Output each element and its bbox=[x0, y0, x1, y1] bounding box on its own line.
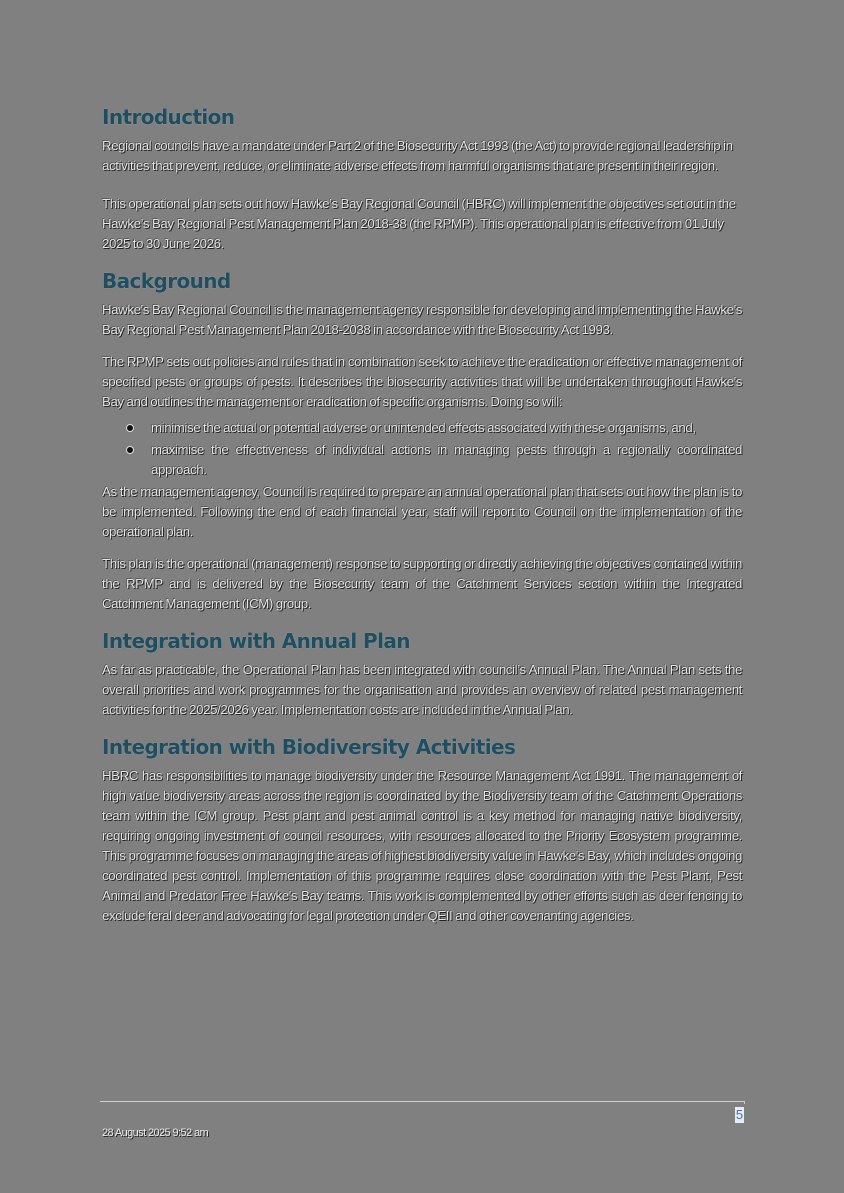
bullet-icon bbox=[127, 447, 133, 453]
paragraph: This operational plan sets out how Hawke’s Bay Regional Council (HBRC) will implement the objectives set out in the Hawke’s Bay Regional Pest Management Plan 2018-38 (the RPMP). This operational plan is effective from 01 July 2025 to 30 June 2026. bbox=[102, 196, 736, 251]
bullet-text: maximise the effectiveness of individual actions in managing pests through a regionally coordinated approach. bbox=[151, 442, 742, 477]
page-number: 5 bbox=[735, 1107, 744, 1122]
list-item bbox=[102, 440, 742, 480]
bullet-icon bbox=[127, 425, 133, 431]
heading-background: Background bbox=[102, 269, 231, 293]
heading-annual-plan: Integration with Annual Plan bbox=[102, 629, 410, 653]
paragraph: As the management agency, Council is required to prepare an annual operational plan that sets out how the plan is to be implemented. Following the end of each financial year, staff will report to Council on the implementation of the operational plan. bbox=[102, 484, 742, 539]
paragraph: As far as practicable, the Operational Plan has been integrated with council’s Annual Plan. The Annual Plan sets the overall priorities and work programmes for the organisation and provides an overview of related pest management activities for the 2025/2026 year. Implementation costs are included in the Annual Plan. bbox=[102, 662, 742, 717]
section-annual-plan bbox=[102, 628, 742, 720]
heading-introduction: Introduction bbox=[102, 105, 235, 129]
footer-divider bbox=[100, 1101, 745, 1102]
section-background bbox=[102, 268, 742, 614]
paragraph: HBRC has responsibilities to manage biodiversity under the Resource Management Act 1991. The management of high value biodiversity areas across the region is coordinated by the Biodiversity team of the Catchment Operations team within the ICM group. Pest plant and pest animal control is a key method for managing native biodiversity, requiring ongoing investment of council resources, with resources allocated to the Priority Ecosystem programme. This programme focuses on managing the areas of highest biodiversity value in Hawke's Bay, which includes ongoing coordinated pest control. Implementation of this programme requires close coordination with the Pest Plant, Pest Animal and Predator Free Hawke's Bay teams. This work is complemented by other efforts such as deer fencing to exclude feral deer and advocating for legal protection under QEII and other covenanting agencies. bbox=[102, 768, 742, 923]
paragraph: Regional councils have a mandate under Part 2 of the Biosecurity Act 1993 (the Act) to provide regional leadership in activities that prevent, reduce, or eliminate adverse effects from harmful organisms that are present in their region. bbox=[102, 138, 733, 173]
paragraph: This plan is the operational (management) response to supporting or directly achieving the objectives contained within the RPMP and is delivered by the Biosecurity team of the Catchment Services section within the Integrated Catchment Management (ICM) group. bbox=[102, 556, 742, 611]
bullet-list bbox=[102, 418, 742, 480]
section-introduction bbox=[102, 104, 742, 254]
bullet-text: minimise the actual or potential adverse or unintended effects associated with these organisms, and, bbox=[151, 420, 696, 435]
document-page bbox=[102, 104, 742, 926]
section-biodiversity bbox=[102, 734, 742, 926]
heading-biodiversity: Integration with Biodiversity Activities bbox=[102, 735, 516, 759]
footer-date: 28 August 2025 9:52 am bbox=[102, 1127, 209, 1139]
paragraph: Hawke's Bay Regional Council is the management agency responsible for developing and implementing the Hawke's Bay Regional Pest Management Plan 2018-2038 in accordance with the Biosecurity Act 1993. bbox=[102, 302, 742, 337]
list-item bbox=[102, 418, 742, 438]
paragraph: The RPMP sets out policies and rules that in combination seek to achieve the eradication or effective management of specified pests or groups of pests. It describes the biosecurity activities that will be undertaken throughout Hawke's Bay and outlines the management or eradication of specific organisms. Doing so will: bbox=[102, 354, 742, 409]
